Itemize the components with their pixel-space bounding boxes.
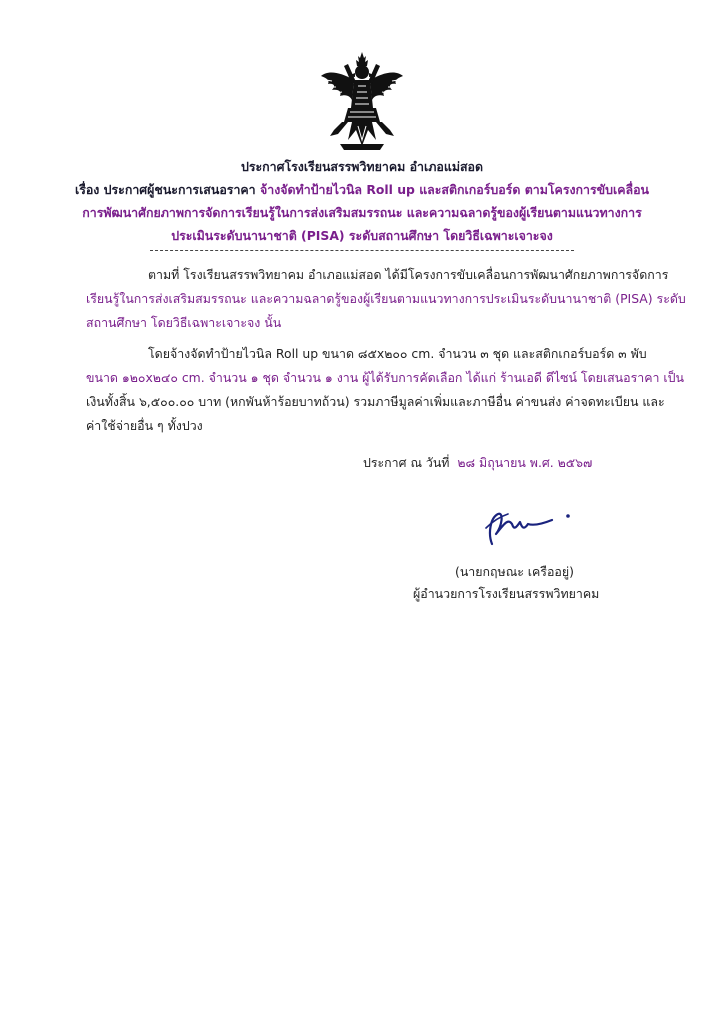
- announce-date: ๒๘ มิถุนายน พ.ศ. ๒๕๖๗: [457, 455, 593, 470]
- subject-line-1: [0, 181, 724, 200]
- separator-line: [150, 250, 574, 251]
- announcement-title: ประกาศโรงเรียนสรรพวิทยาคม อำเภอแม่สอด: [240, 159, 484, 174]
- handwritten-signature: [478, 504, 574, 550]
- signer-name: (นายกฤษณะ เครืออยู่): [455, 564, 574, 579]
- paragraph-2-line-1: โดยจ้างจัดทำป้ายไวนิล Roll up ขนาด ๘๕x๒๐๐ cm. จำนวน ๓ ชุด และสติกเกอร์บอร์ด ๓ พับ: [148, 346, 647, 361]
- paragraph-2-line-3: เงินทั้งสิ้น ๖,๕๐๐.๐๐ บาท (หกพันห้าร้อยบาทถ้วน) รวมภาษีมูลค่าเพิ่มและภาษีอื่น ค่าขนส่ง ค่าจดทะเบียน และ: [86, 394, 665, 409]
- paragraph-2-line-2: ขนาด ๑๒๐x๒๔๐ cm. จำนวน ๑ ชุด จำนวน ๑ งาน ผู้ได้รับการคัดเลือก ได้แก่ ร้านเอดี ดีไซน์ โดยเสนอราคา เป็น: [86, 370, 684, 385]
- paragraph-1-line-2: เรียนรู้ในการส่งเสริมสมรรถนะ และความฉลาดรู้ของผู้เรียนตามแนวทางการประเมินระดับนานาชาติ (PISA) ระดับ: [86, 291, 686, 306]
- subject-line-2: การพัฒนาศักยภาพการจัดการเรียนรู้ในการส่งเสริมสมรรถนะ และความฉลาดรู้ของผู้เรียนตามแนวทางการ: [82, 205, 642, 220]
- paragraph-1-line-3: สถานศึกษา โดยวิธีเฉพาะเจาะจง นั้น: [86, 315, 282, 330]
- garuda-emblem: [318, 50, 406, 152]
- subject-line-3: ประเมินระดับนานาชาติ (PISA) ระดับสถานศึกษา โดยวิธีเฉพาะเจาะจง: [171, 228, 553, 243]
- subject-text-1: จ้างจัดทำป้ายไวนิล Roll up และสติกเกอร์บอร์ด ตามโครงการขับเคลื่อน: [259, 182, 650, 197]
- signer-position: ผู้อำนวยการโรงเรียนสรรพวิทยาคม: [413, 586, 600, 601]
- subject-prefix: เรื่อง ประกาศผู้ชนะการเสนอราคา: [74, 182, 256, 197]
- paragraph-2-line-4: ค่าใช้จ่ายอื่น ๆ ทั้งปวง: [86, 418, 203, 433]
- announce-date-line: [363, 454, 592, 473]
- announce-label: ประกาศ ณ วันที่: [363, 455, 450, 470]
- paragraph-1-line-1: ตามที่ โรงเรียนสรรพวิทยาคม อำเภอแม่สอด ได้มีโครงการขับเคลื่อนการพัฒนาศักยภาพการจัดการ: [148, 267, 669, 282]
